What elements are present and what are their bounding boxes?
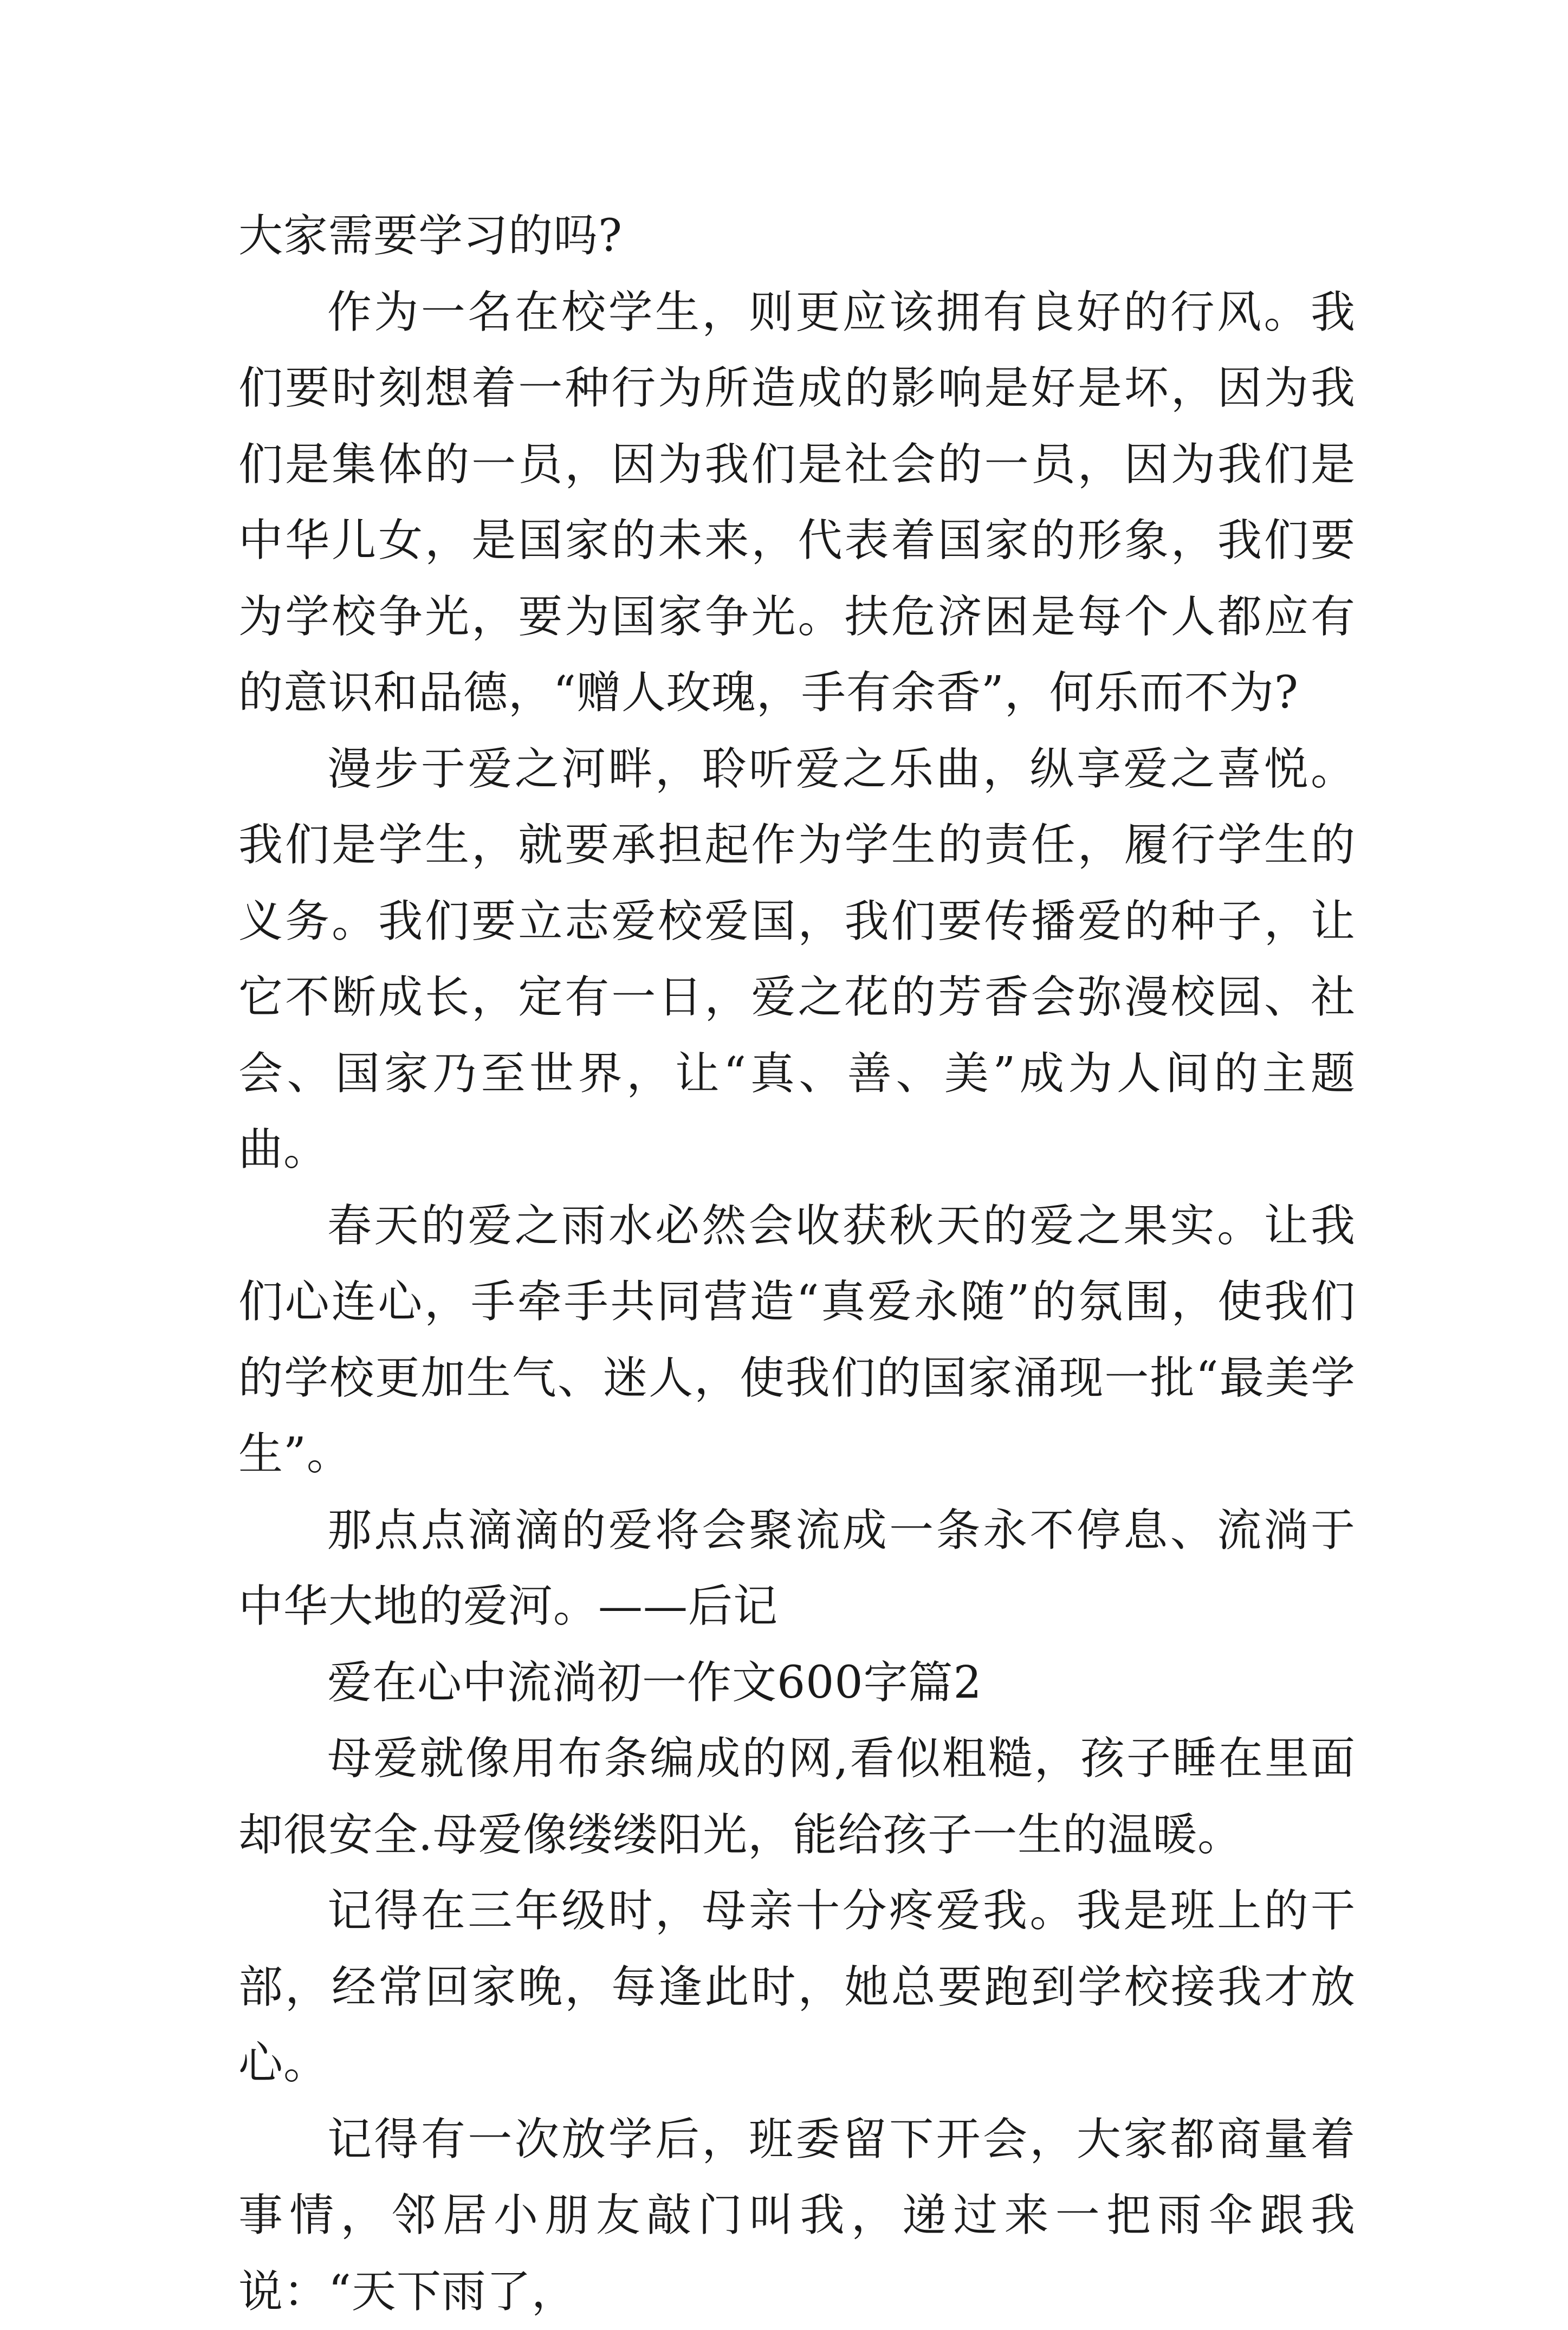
paragraph-afterword: 那点点滴滴的爱将会聚流成一条永不停息、流淌于中华大地的爱河。——后记 xyxy=(238,1493,1356,1645)
document-body xyxy=(238,198,1356,2330)
paragraph-river-of-love: 漫步于爱之河畔，聆听爱之乐曲，纵享爱之喜悦。我们是学生，就要承担起作为学生的责任，履行学生的义务。我们要立志爱校爱国，我们要传播爱的种子，让它不断成长，定有一日，爱之花的芳香会弥漫校园、社会、国家乃至世界，让“真、善、美”成为人间的主题曲。 xyxy=(238,732,1356,1188)
paragraph-spring-rain: 春天的爱之雨水必然会收获秋天的爱之果实。让我们心连心，手牵手共同营造“真爱永随”的氛围，使我们的学校更加生气、迷人，使我们的国家涌现一批“最美学生”。 xyxy=(238,1188,1356,1493)
paragraph-student-conduct: 作为一名在校学生，则更应该拥有良好的行风。我们要时刻想着一种行为所造成的影响是好是坏，因为我们是集体的一员，因为我们是社会的一员，因为我们是中华儿女，是国家的未来，代表着国家的形象，我们要为学校争光，要为国家争光。扶危济困是每个人都应有的意识和品德，“赠人玫瑰，手有余香”，何乐而不为? xyxy=(238,275,1356,732)
paragraph-third-grade: 记得在三年级时，母亲十分疼爱我。我是班上的干部，经常回家晚，每逢此时，她总要跑到学校接我才放心。 xyxy=(238,1873,1356,2102)
paragraph-continuation: 大家需要学习的吗? xyxy=(238,198,1356,275)
paragraph-mother-love: 母爱就像用布条编成的网,看似粗糙，孩子睡在里面却很安全.母爱像缕缕阳光，能给孩子一生的温暖。 xyxy=(238,1721,1356,1873)
paragraph-after-school: 记得有一次放学后，班委留下开会，大家都商量着事情，邻居小朋友敲门叫我，递过来一把雨伞跟我说：“天下雨了， xyxy=(238,2102,1356,2330)
essay-title: 爱在心中流淌初一作文600字篇2 xyxy=(238,1645,1356,1721)
